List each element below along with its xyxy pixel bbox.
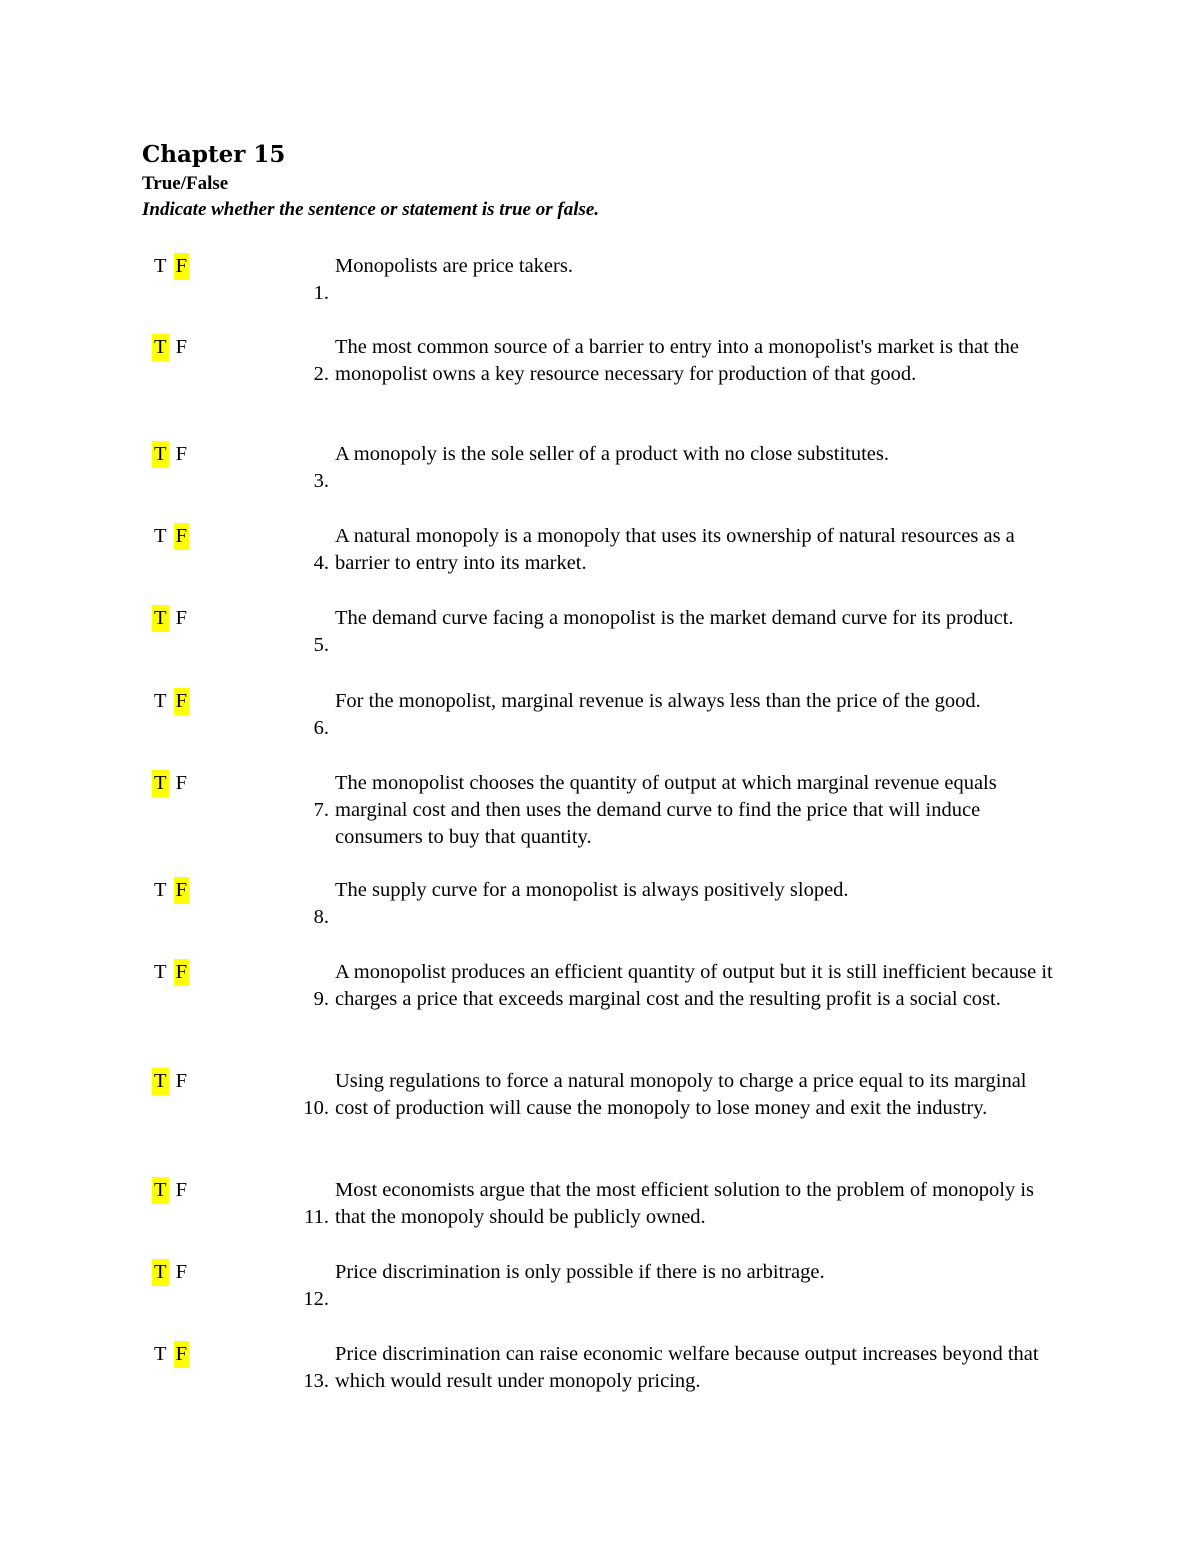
- choice-false[interactable]: F: [175, 607, 188, 629]
- choice-true[interactable]: T: [152, 605, 169, 632]
- question-number: 5.: [313, 634, 329, 656]
- choice-true[interactable]: T: [152, 770, 169, 797]
- question-text: Price discrimination is only possible if there is no arbitrage.: [335, 1261, 825, 1283]
- choice-true[interactable]: T: [152, 1068, 169, 1095]
- choice-false[interactable]: F: [174, 253, 189, 280]
- question-number: 12.: [303, 1288, 329, 1310]
- question-text: A monopolist produces an efficient quantity of output but it is still inefficient because it charges a price that exceeds marginal cost and the resulting profit is a social cost.: [335, 961, 1053, 1010]
- choice-true[interactable]: T: [154, 879, 167, 901]
- question-number: 11.: [304, 1206, 329, 1228]
- question-text: The supply curve for a monopolist is always positively sloped.: [335, 879, 849, 901]
- question-text: The demand curve facing a monopolist is the market demand curve for its product.: [335, 607, 1014, 629]
- question-number: 2.: [313, 363, 329, 385]
- question-text: The most common source of a barrier to entry into a monopolist's market is that the monopolist owns a key resource necessary for production of that good.: [335, 336, 1020, 385]
- question-text: For the monopolist, marginal revenue is always less than the price of the good.: [335, 690, 981, 712]
- true-false-choices: [152, 1341, 189, 1368]
- question-text: Monopolists are price takers.: [335, 255, 573, 277]
- question-text: A monopoly is the sole seller of a product with no close substitutes.: [335, 443, 890, 465]
- choice-true[interactable]: T: [152, 1259, 169, 1286]
- question-number: 13.: [303, 1370, 329, 1392]
- choice-true[interactable]: T: [154, 1343, 167, 1365]
- true-false-choices: [152, 877, 189, 904]
- question-number: 3.: [313, 470, 329, 492]
- choice-true[interactable]: T: [154, 255, 167, 277]
- choice-true[interactable]: T: [154, 525, 167, 547]
- page-title: Chapter 15: [142, 141, 286, 168]
- question-text: Price discrimination can raise economic welfare because output increases beyond that which would result under monopoly pricing.: [335, 1343, 1039, 1392]
- true-false-choices: [152, 334, 189, 361]
- instructions: Indicate whether the sentence or statement is true or false.: [142, 199, 600, 220]
- true-false-choices: [152, 253, 189, 280]
- question-number: 4.: [313, 552, 329, 574]
- question-number: 6.: [313, 717, 329, 739]
- choice-false[interactable]: F: [175, 443, 188, 465]
- choice-false[interactable]: F: [175, 1070, 188, 1092]
- choice-false[interactable]: F: [175, 1261, 188, 1283]
- choice-false[interactable]: F: [174, 688, 189, 715]
- true-false-choices: [152, 770, 189, 797]
- question-number: 8.: [313, 906, 329, 928]
- choice-true[interactable]: T: [152, 441, 169, 468]
- choice-true[interactable]: T: [154, 961, 167, 983]
- true-false-choices: [152, 959, 189, 986]
- choice-false[interactable]: F: [175, 336, 188, 358]
- choice-false[interactable]: F: [174, 959, 189, 986]
- question-number: 7.: [313, 799, 329, 821]
- choice-true[interactable]: T: [152, 1177, 169, 1204]
- question-text: Using regulations to force a natural monopoly to charge a price equal to its marginal cost of production will cause the monopoly to lose money and exit the industry.: [335, 1070, 1027, 1119]
- true-false-choices: [152, 1259, 189, 1286]
- choice-false[interactable]: F: [174, 523, 189, 550]
- question-text: The monopolist chooses the quantity of output at which marginal revenue equals marginal cost and then uses the demand curve to find the price that will induce consumers to buy that quantity.: [335, 772, 997, 848]
- question-number: 9.: [313, 988, 329, 1010]
- choice-true[interactable]: T: [154, 690, 167, 712]
- true-false-choices: [152, 605, 189, 632]
- true-false-choices: [152, 688, 189, 715]
- choice-false[interactable]: F: [174, 877, 189, 904]
- true-false-choices: [152, 441, 189, 468]
- question-number: 1.: [313, 282, 329, 304]
- question-text: A natural monopoly is a monopoly that uses its ownership of natural resources as a barrier to entry into its market.: [335, 525, 1015, 574]
- true-false-choices: [152, 523, 189, 550]
- choice-true[interactable]: T: [152, 334, 169, 361]
- true-false-choices: [152, 1068, 189, 1095]
- question-number: 10.: [303, 1097, 329, 1119]
- choice-false[interactable]: F: [175, 772, 188, 794]
- choice-false[interactable]: F: [174, 1341, 189, 1368]
- choice-false[interactable]: F: [175, 1179, 188, 1201]
- true-false-choices: [152, 1177, 189, 1204]
- question-text: Most economists argue that the most efficient solution to the problem of monopoly is that the monopoly should be publicly owned.: [335, 1179, 1035, 1228]
- section-label: True/False: [142, 173, 229, 194]
